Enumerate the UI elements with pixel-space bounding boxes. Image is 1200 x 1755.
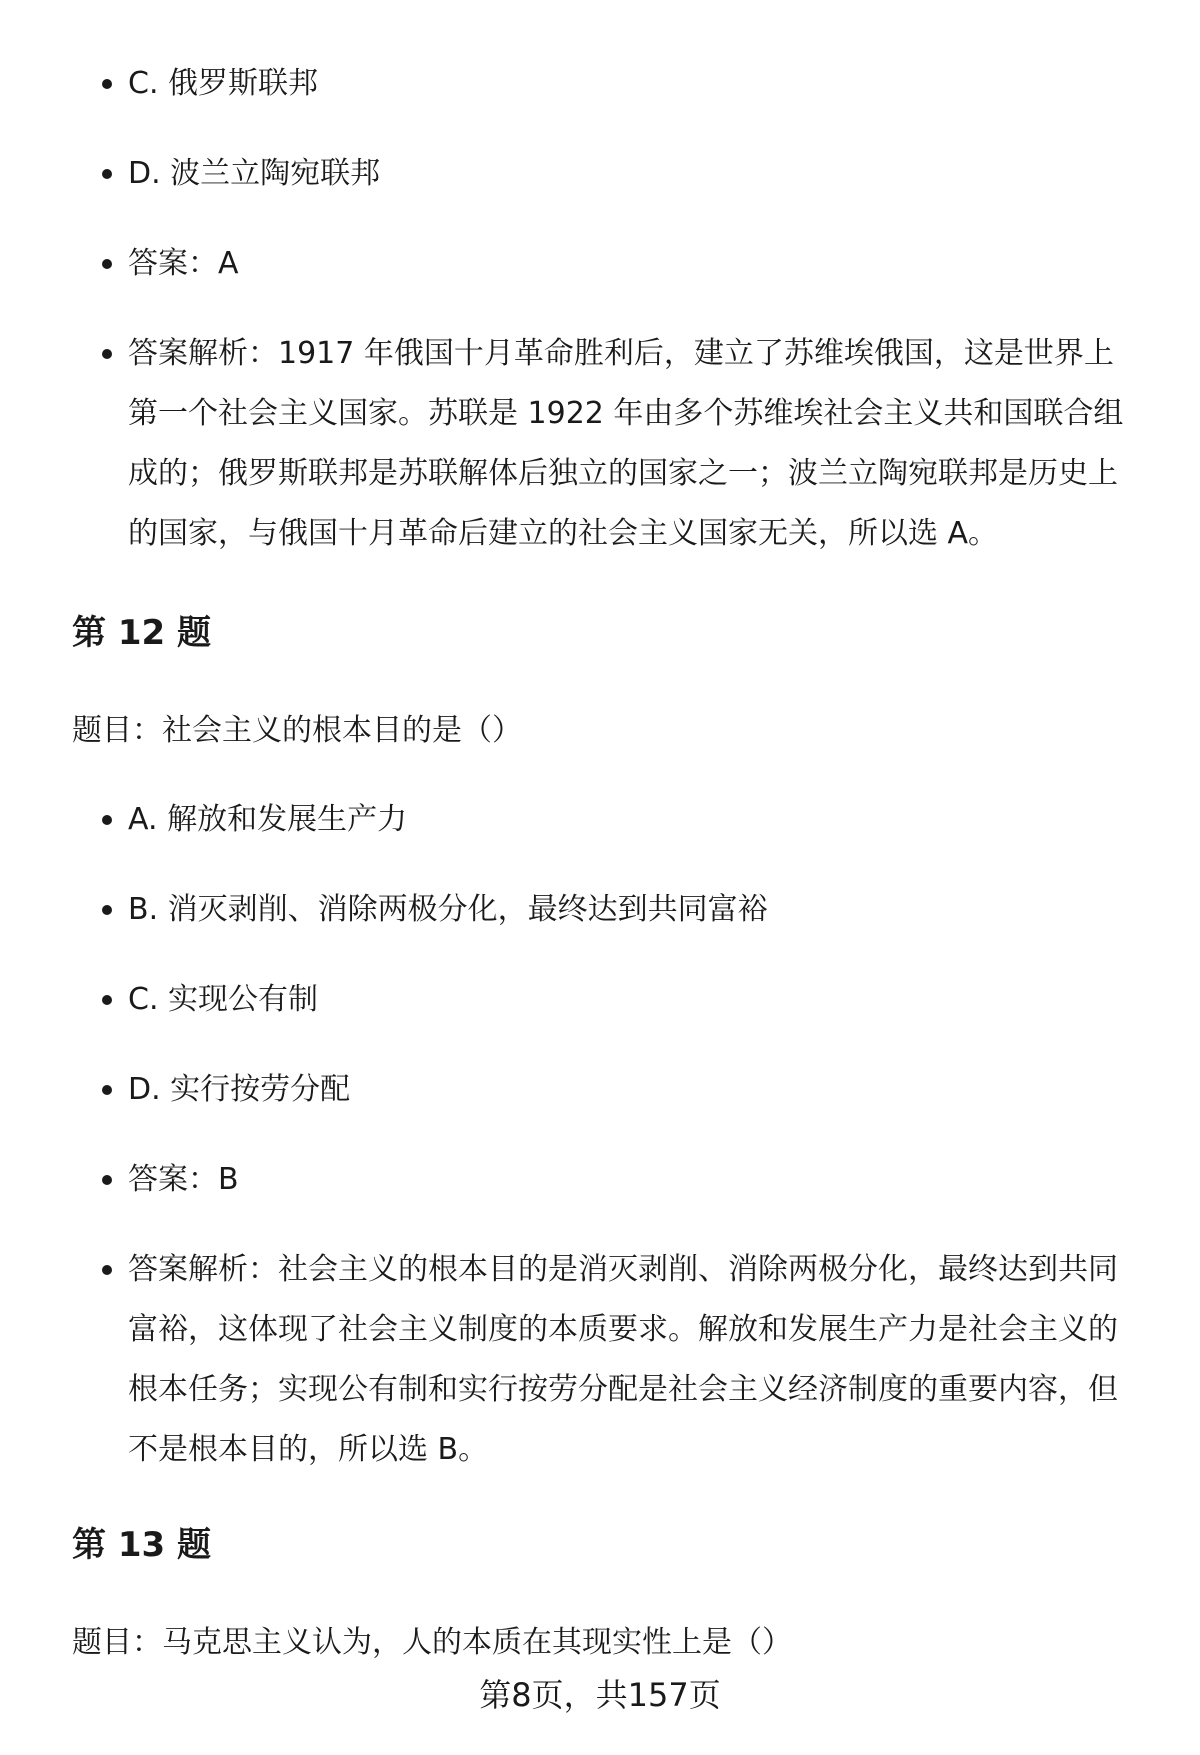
bullet-icon bbox=[102, 995, 112, 1005]
bullet-icon bbox=[102, 259, 112, 269]
q12-option-d bbox=[128, 1060, 1138, 1120]
bullet-icon bbox=[102, 1175, 112, 1185]
bullet-icon bbox=[102, 79, 112, 89]
question-heading-12: 第 12 题 bbox=[72, 613, 211, 653]
q12-option-a bbox=[128, 790, 1138, 850]
q11-option-d bbox=[128, 144, 1138, 204]
q12-option-b bbox=[128, 880, 1138, 940]
analysis-text: 答案解析：社会主义的根本目的是消灭剥削、消除两极分化，最终达到共同富裕，这体现了社会主义制度的本质要求。解放和发展生产力是社会主义的根本任务；实现公有制和实行按劳分配是社会主义经济制度的重要内容，但不是根本目的，所以选 B。 bbox=[128, 1252, 1118, 1467]
answer-text: 答案：B bbox=[128, 1162, 239, 1197]
page-number-footer: 第8页，共157页 bbox=[479, 1676, 721, 1714]
analysis-text: 答案解析：1917 年俄国十月革命胜利后，建立了苏维埃俄国，这是世界上第一个社会主义国家。苏联是 1922 年由多个苏维埃社会主义共和国联合组成的；俄罗斯联邦是苏联解体后独立的国家之一；波兰立陶宛联邦是历史上的国家，与俄国十月革命后建立的社会主义国家无关，所以选 A。 bbox=[128, 336, 1124, 551]
option-text: D. 波兰立陶宛联邦 bbox=[128, 156, 381, 191]
q12-option-c bbox=[128, 970, 1138, 1030]
answer-text: 答案：A bbox=[128, 246, 239, 281]
bullet-icon bbox=[102, 815, 112, 825]
bullet-icon bbox=[102, 349, 112, 359]
q11-option-c bbox=[128, 54, 1138, 114]
q11-answer bbox=[128, 234, 1138, 294]
bullet-icon bbox=[102, 1085, 112, 1095]
question-text-13: 题目：马克思主义认为，人的本质在其现实性上是（） bbox=[72, 1625, 792, 1660]
question-heading-13: 第 13 题 bbox=[72, 1525, 211, 1565]
option-text: C. 实现公有制 bbox=[128, 982, 319, 1017]
option-text: A. 解放和发展生产力 bbox=[128, 802, 408, 837]
q12-analysis bbox=[128, 1240, 1138, 1480]
bullet-icon bbox=[102, 905, 112, 915]
question-text-12: 题目：社会主义的根本目的是（） bbox=[72, 713, 522, 748]
bullet-icon bbox=[102, 1265, 112, 1275]
bullet-icon bbox=[102, 169, 112, 179]
q12-answer bbox=[128, 1150, 1138, 1210]
q11-analysis bbox=[128, 324, 1138, 564]
option-text: C. 俄罗斯联邦 bbox=[128, 66, 319, 101]
option-text: D. 实行按劳分配 bbox=[128, 1072, 351, 1107]
option-text: B. 消灭剥削、消除两极分化，最终达到共同富裕 bbox=[128, 892, 768, 927]
